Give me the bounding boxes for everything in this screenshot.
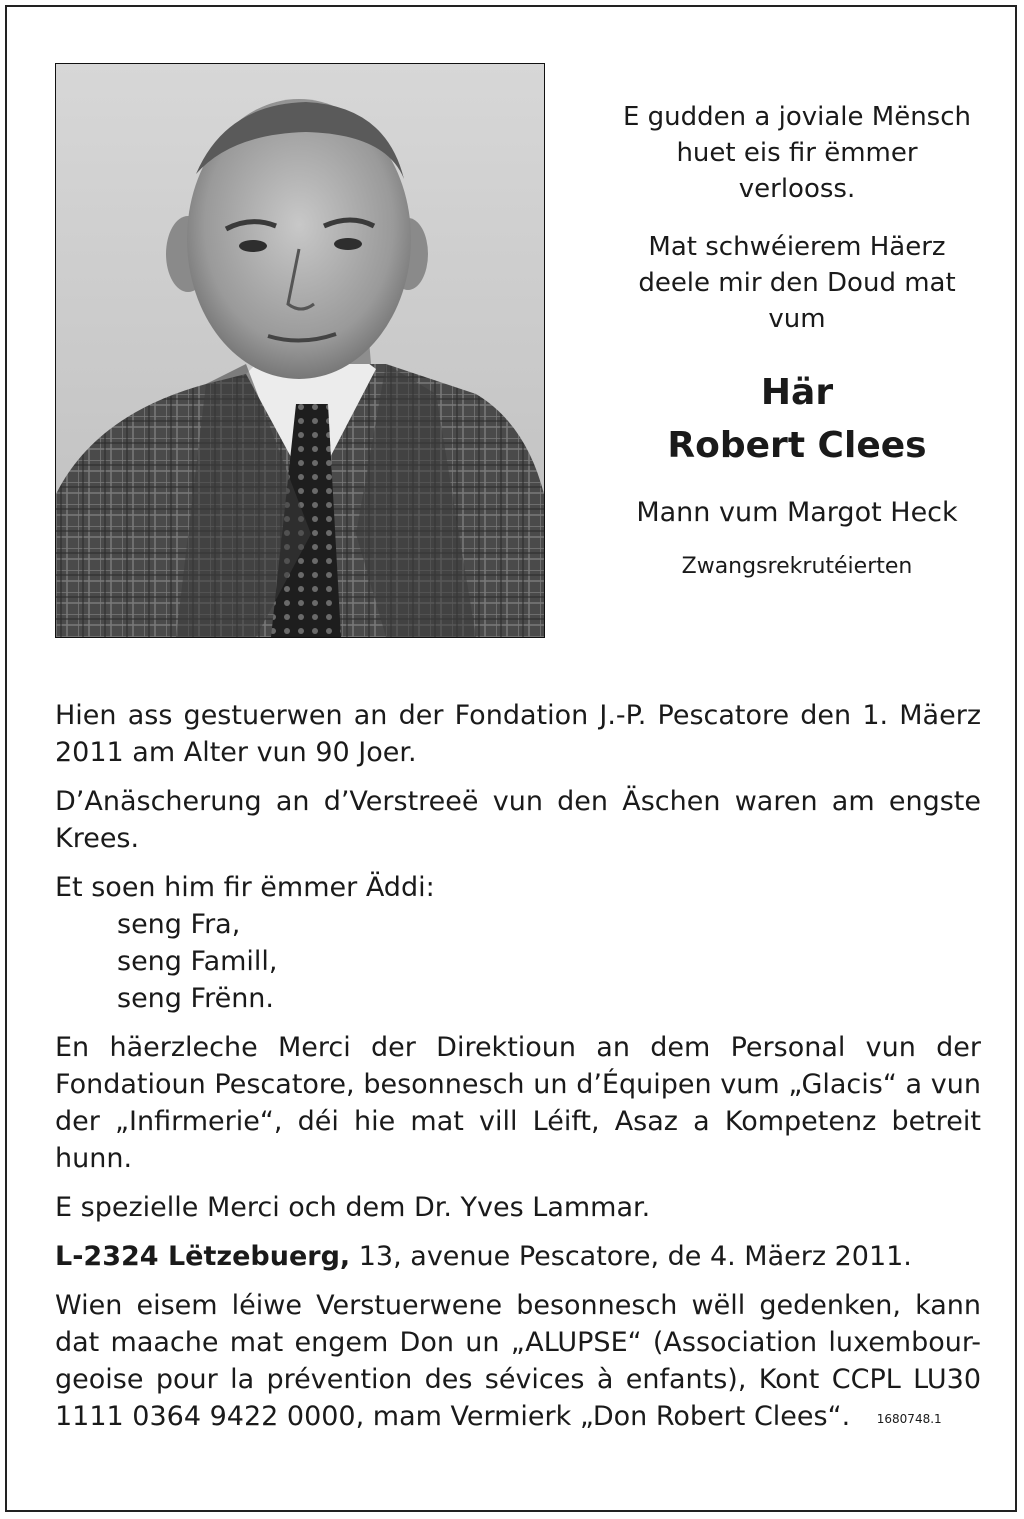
intro-text xyxy=(582,99,1012,207)
list-item: seng Fra, xyxy=(117,909,241,940)
donation-text xyxy=(55,1287,981,1440)
reference-code: 1680748.1 xyxy=(876,1412,942,1426)
notice-body xyxy=(55,697,981,1440)
mourners-intro: Et soen him fir ëmmer Äddi: xyxy=(55,872,435,903)
intro-line: E gudden a joviale Mënsch xyxy=(622,102,971,132)
portrait-illustration xyxy=(56,64,544,637)
intro-line: vum xyxy=(768,304,826,334)
list-item: seng Famill, xyxy=(117,946,278,977)
intro-text-2 xyxy=(582,229,1012,337)
address-details: 13, avenue Pescatore, de 4. Mäerz 2011. xyxy=(350,1241,912,1272)
thanks-text: En häerzleche Merci der Direktioun an dem Personal vun der Fondatioun Pescatore, besonnesch un d’Équipen vum „Glacis“ a vun der „Infirmerie“, déi hie mat vill Léift, Asaz a Kompetenz betreit hunn. xyxy=(55,1032,981,1174)
death-notice: Hien ass gestuerwen an der Fondation J.-P. Pescatore den 1. Mäerz 2011 am Alter vun 90 Joer. xyxy=(55,700,981,768)
special-thanks: E spezielle Merci och dem Dr. Yves Lammar. xyxy=(55,1192,651,1223)
intro-line: Mat schwéierem Häerz xyxy=(648,232,946,262)
deceased-name: Robert Clees xyxy=(667,425,927,466)
obituary-notice xyxy=(5,5,1017,1512)
donation-body: Wien eisem léiwe Verstuerwene besonnesch wëll gedenken, kann dat maache mat engem Don un „ALUPSE“ (Association luxembour-geoise pour la prévention des sévices à enfants), Kont CCPL LU30 1111 0364 9422 0000, mam Vermierk „Don Robert Clees“. xyxy=(55,1290,981,1432)
mourners-list xyxy=(55,906,981,1017)
intro-line: verlooss. xyxy=(738,174,856,204)
cremation-notice: D’Anäscherung an d’Verstreeë vun den Äschen waren am engste Krees. xyxy=(55,786,981,854)
address-city: L-2324 Lëtzebuerg, xyxy=(55,1241,351,1272)
list-item: seng Frënn. xyxy=(117,983,275,1014)
deceased-role: Zwangsrekrutéierten xyxy=(681,554,913,579)
intro-line: huet eis fir ëmmer xyxy=(676,138,918,168)
announcement-header xyxy=(582,99,1012,583)
address-line xyxy=(55,1238,981,1275)
portrait-photo xyxy=(55,63,545,638)
deceased-prefix: Här xyxy=(760,372,834,413)
intro-line: deele mir den Doud mat xyxy=(638,268,956,298)
deceased-spouse: Mann vum Margot Heck xyxy=(636,497,958,528)
